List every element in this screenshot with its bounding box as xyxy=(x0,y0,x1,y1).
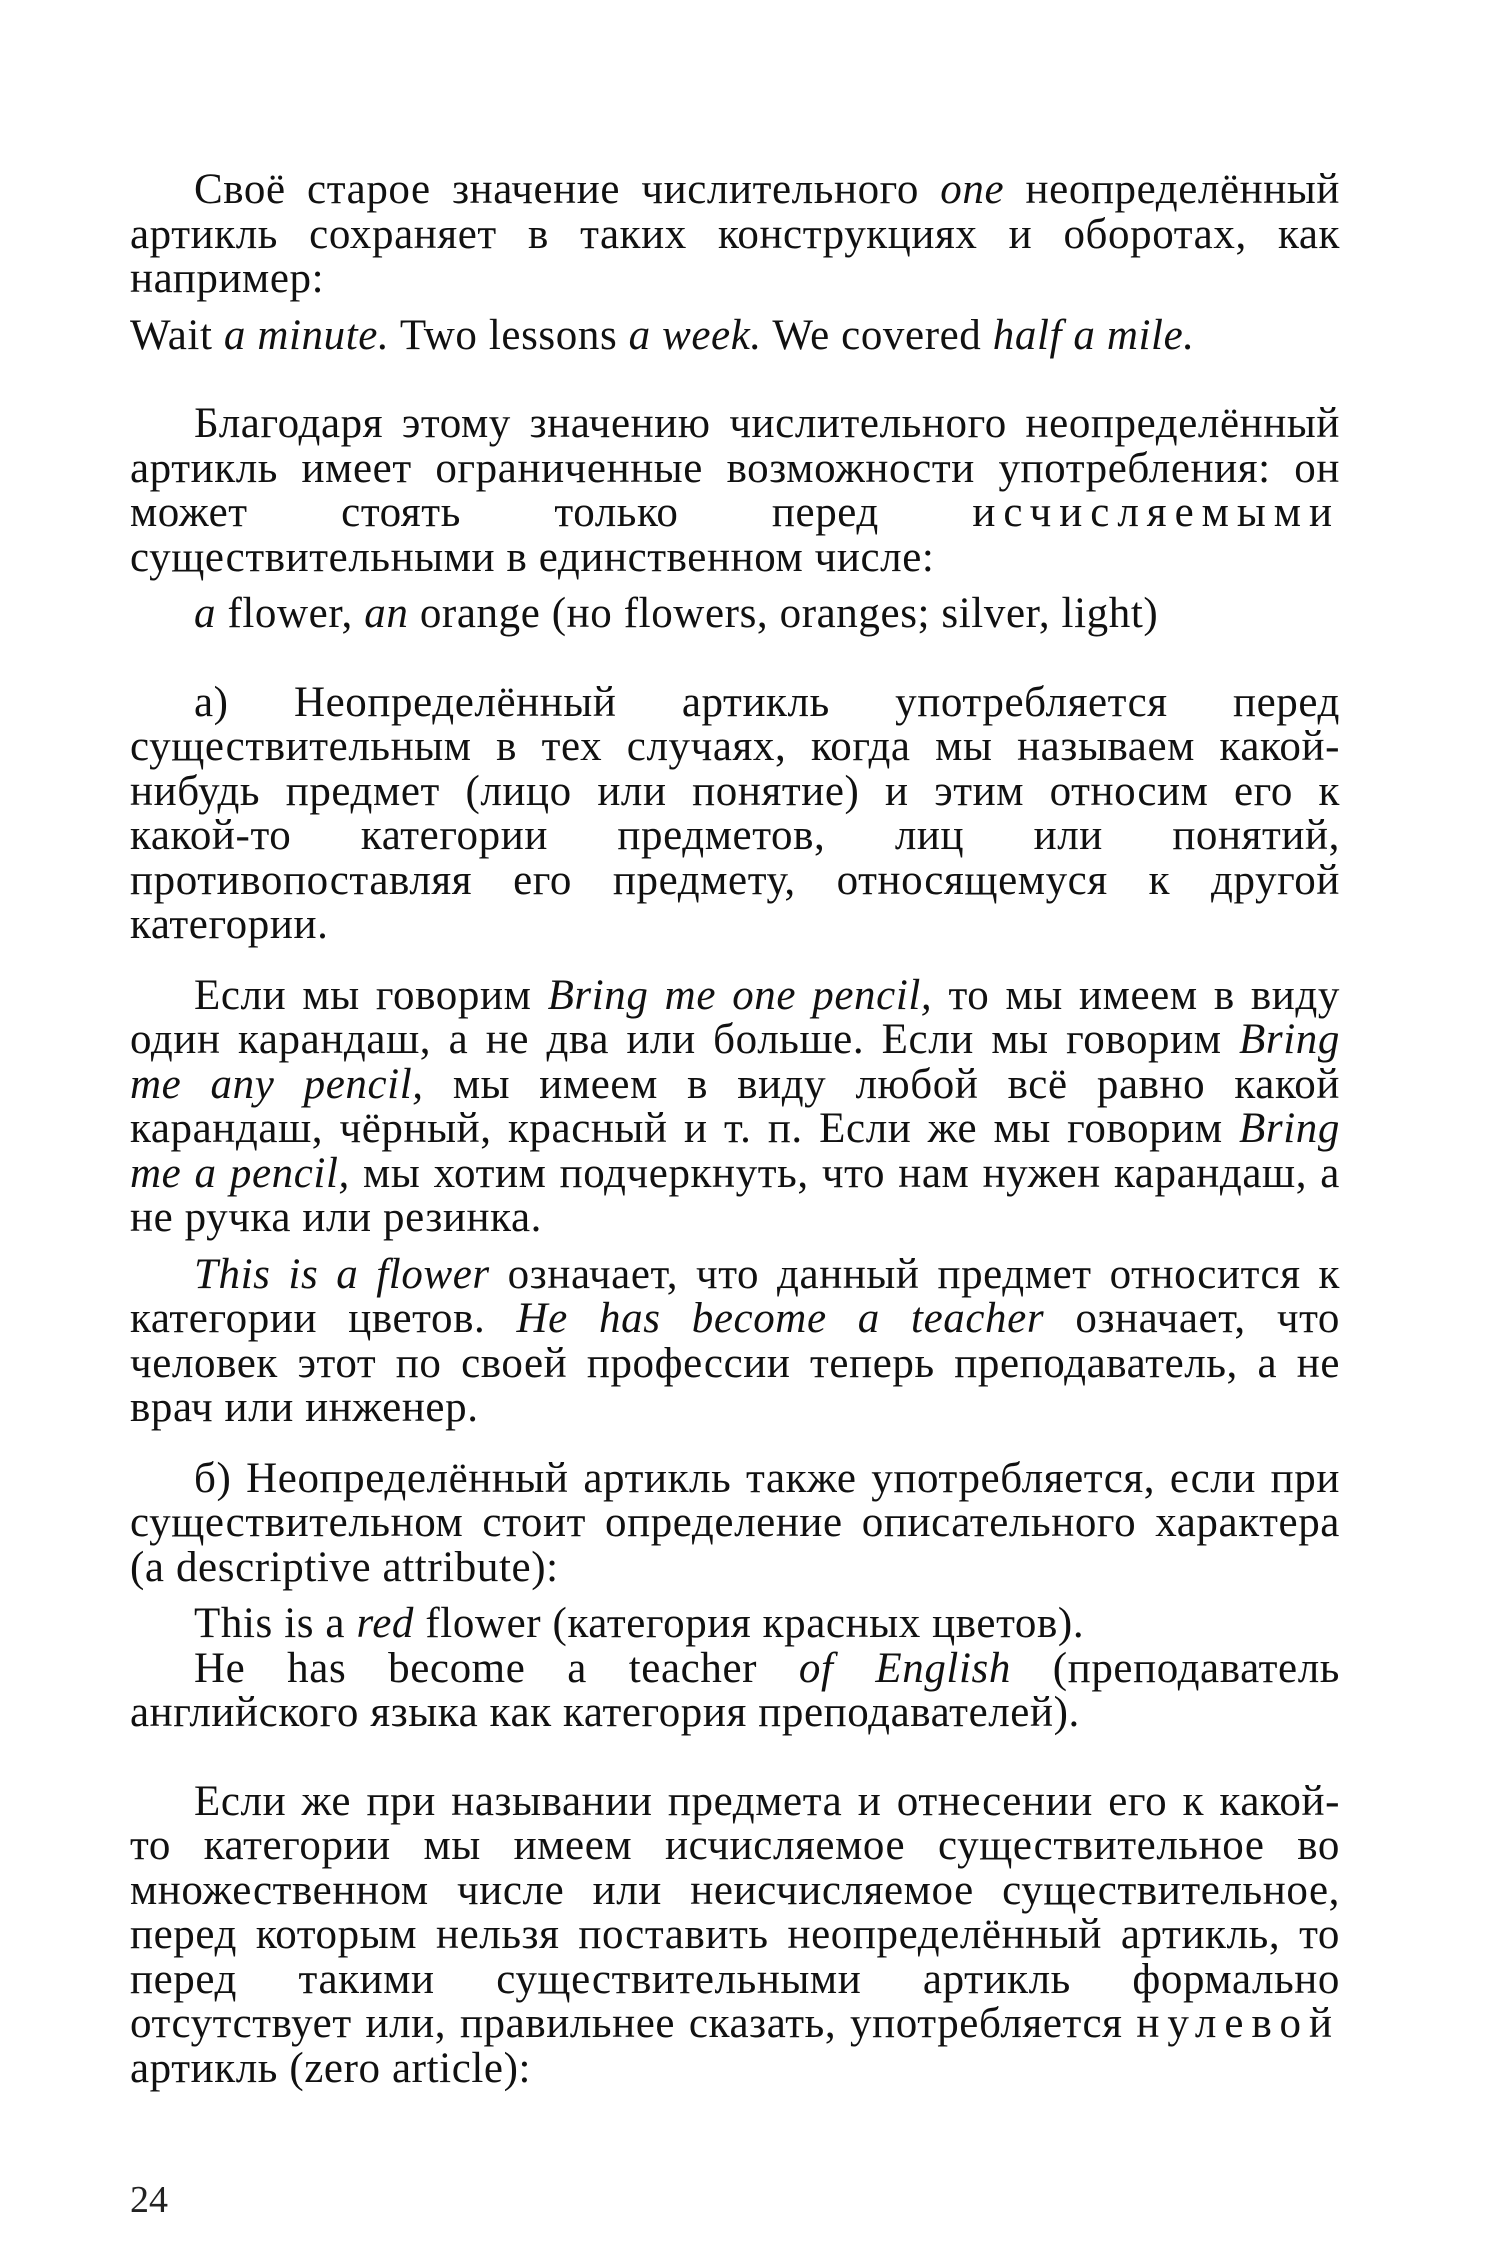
italic-term: half a mile. xyxy=(992,311,1195,359)
page-number: 24 xyxy=(130,2179,168,2221)
page-body xyxy=(130,168,1340,2091)
text: артикль (zero article): xyxy=(130,2044,532,2092)
text: означает, что человек этот по своей профессии теперь преподаватель, а не врач или инженер. xyxy=(130,1295,1341,1431)
text: мы имеем в виду любой всё равно какой карандаш, чёрный, красный и т. п. Если же мы говорим xyxy=(130,1060,1340,1152)
text: flower (категория красных цветов). xyxy=(414,1600,1085,1647)
italic-term: an xyxy=(364,590,409,637)
text: Two lessons xyxy=(389,311,629,359)
italic-term: Bring me a pencil, xyxy=(130,1105,1340,1197)
paragraph-pencil xyxy=(130,971,1340,1241)
text: а) Неопределённый артикль употребляется перед существительным в тех случаях, когда мы называем какой-нибудь предмет (лицо или понятие) и этим относим его к какой-то категории предметов, лиц или понятий, противопоставляя его предмету, относящемуся к другой категории. xyxy=(130,678,1340,948)
italic-term: a xyxy=(194,590,217,637)
text: We covered xyxy=(761,311,993,359)
text: неопределённый артикль сохраняет в таких конструкциях и оборотах, как например: xyxy=(130,166,1341,302)
italic-term: a minute. xyxy=(223,311,390,359)
example-line-3 xyxy=(130,1602,1340,1647)
italic-term: a week. xyxy=(628,311,762,359)
text: то мы имеем в виду один карандаш, а не два или больше. Если мы говорим xyxy=(130,971,1340,1063)
example-line-2 xyxy=(130,592,1340,637)
italic-term: Bring me one pencil, xyxy=(547,971,933,1019)
italic-term: He has become a teacher xyxy=(516,1295,1045,1342)
example-line-1 xyxy=(130,311,1340,359)
text: Благодаря этому значению числительного неопределённый артикль имеет ограниченные возможности употребления: он может стоять только перед xyxy=(130,400,1340,536)
italic-term: one xyxy=(940,166,1005,213)
paragraph-zero-article xyxy=(130,1777,1340,2092)
paragraph-one-meaning xyxy=(130,168,1340,302)
paragraph-countable xyxy=(130,402,1340,580)
text: Wait xyxy=(130,311,224,359)
italic-term: red xyxy=(356,1600,414,1647)
italic-term: of English xyxy=(798,1644,1011,1692)
spaced-term: исчисляемыми xyxy=(972,489,1340,536)
text: означает, что данный предмет относится к категории цветов. xyxy=(130,1250,1340,1342)
italic-term: Bring me any pencil, xyxy=(130,1016,1340,1108)
text: существительными в единственном числе: xyxy=(130,533,935,581)
text: б) Неопределённый артикль также употребляется, если при существительном стоит определение описательного характера (a descriptive attribute): xyxy=(130,1454,1340,1591)
text: flower, xyxy=(216,590,365,637)
italic-term: This is a flower xyxy=(194,1250,490,1298)
text: Если мы говорим xyxy=(194,971,548,1019)
example-line-4 xyxy=(130,1644,1341,1736)
text: orange (но flowers, oranges; silver, light) xyxy=(408,590,1159,637)
text: Своё старое значение числительного xyxy=(194,166,941,213)
paragraph-a-rule xyxy=(130,678,1340,948)
text: Если же при назывании предмета и отнесении его к какой-то категории мы имеем исчисляемое существительное во множественном числе или неисчисляемое существительное, перед которым нельзя поставить неопределённый артикль, то перед такими существительными артикль формально отсутствует или, правильнее сказать, употребляется xyxy=(130,1777,1340,2047)
text: мы хотим подчеркнуть, что нам нужен карандаш, а не ручка или резинка. xyxy=(130,1149,1340,1241)
paragraph-b-rule xyxy=(130,1454,1340,1591)
text: This is a xyxy=(194,1600,357,1647)
text: He has become a teacher xyxy=(194,1644,799,1692)
text: (преподаватель английского языка как категория преподавателей). xyxy=(130,1644,1341,1736)
spaced-term: нулевой xyxy=(1136,2000,1340,2047)
paragraph-flower xyxy=(130,1250,1341,1431)
